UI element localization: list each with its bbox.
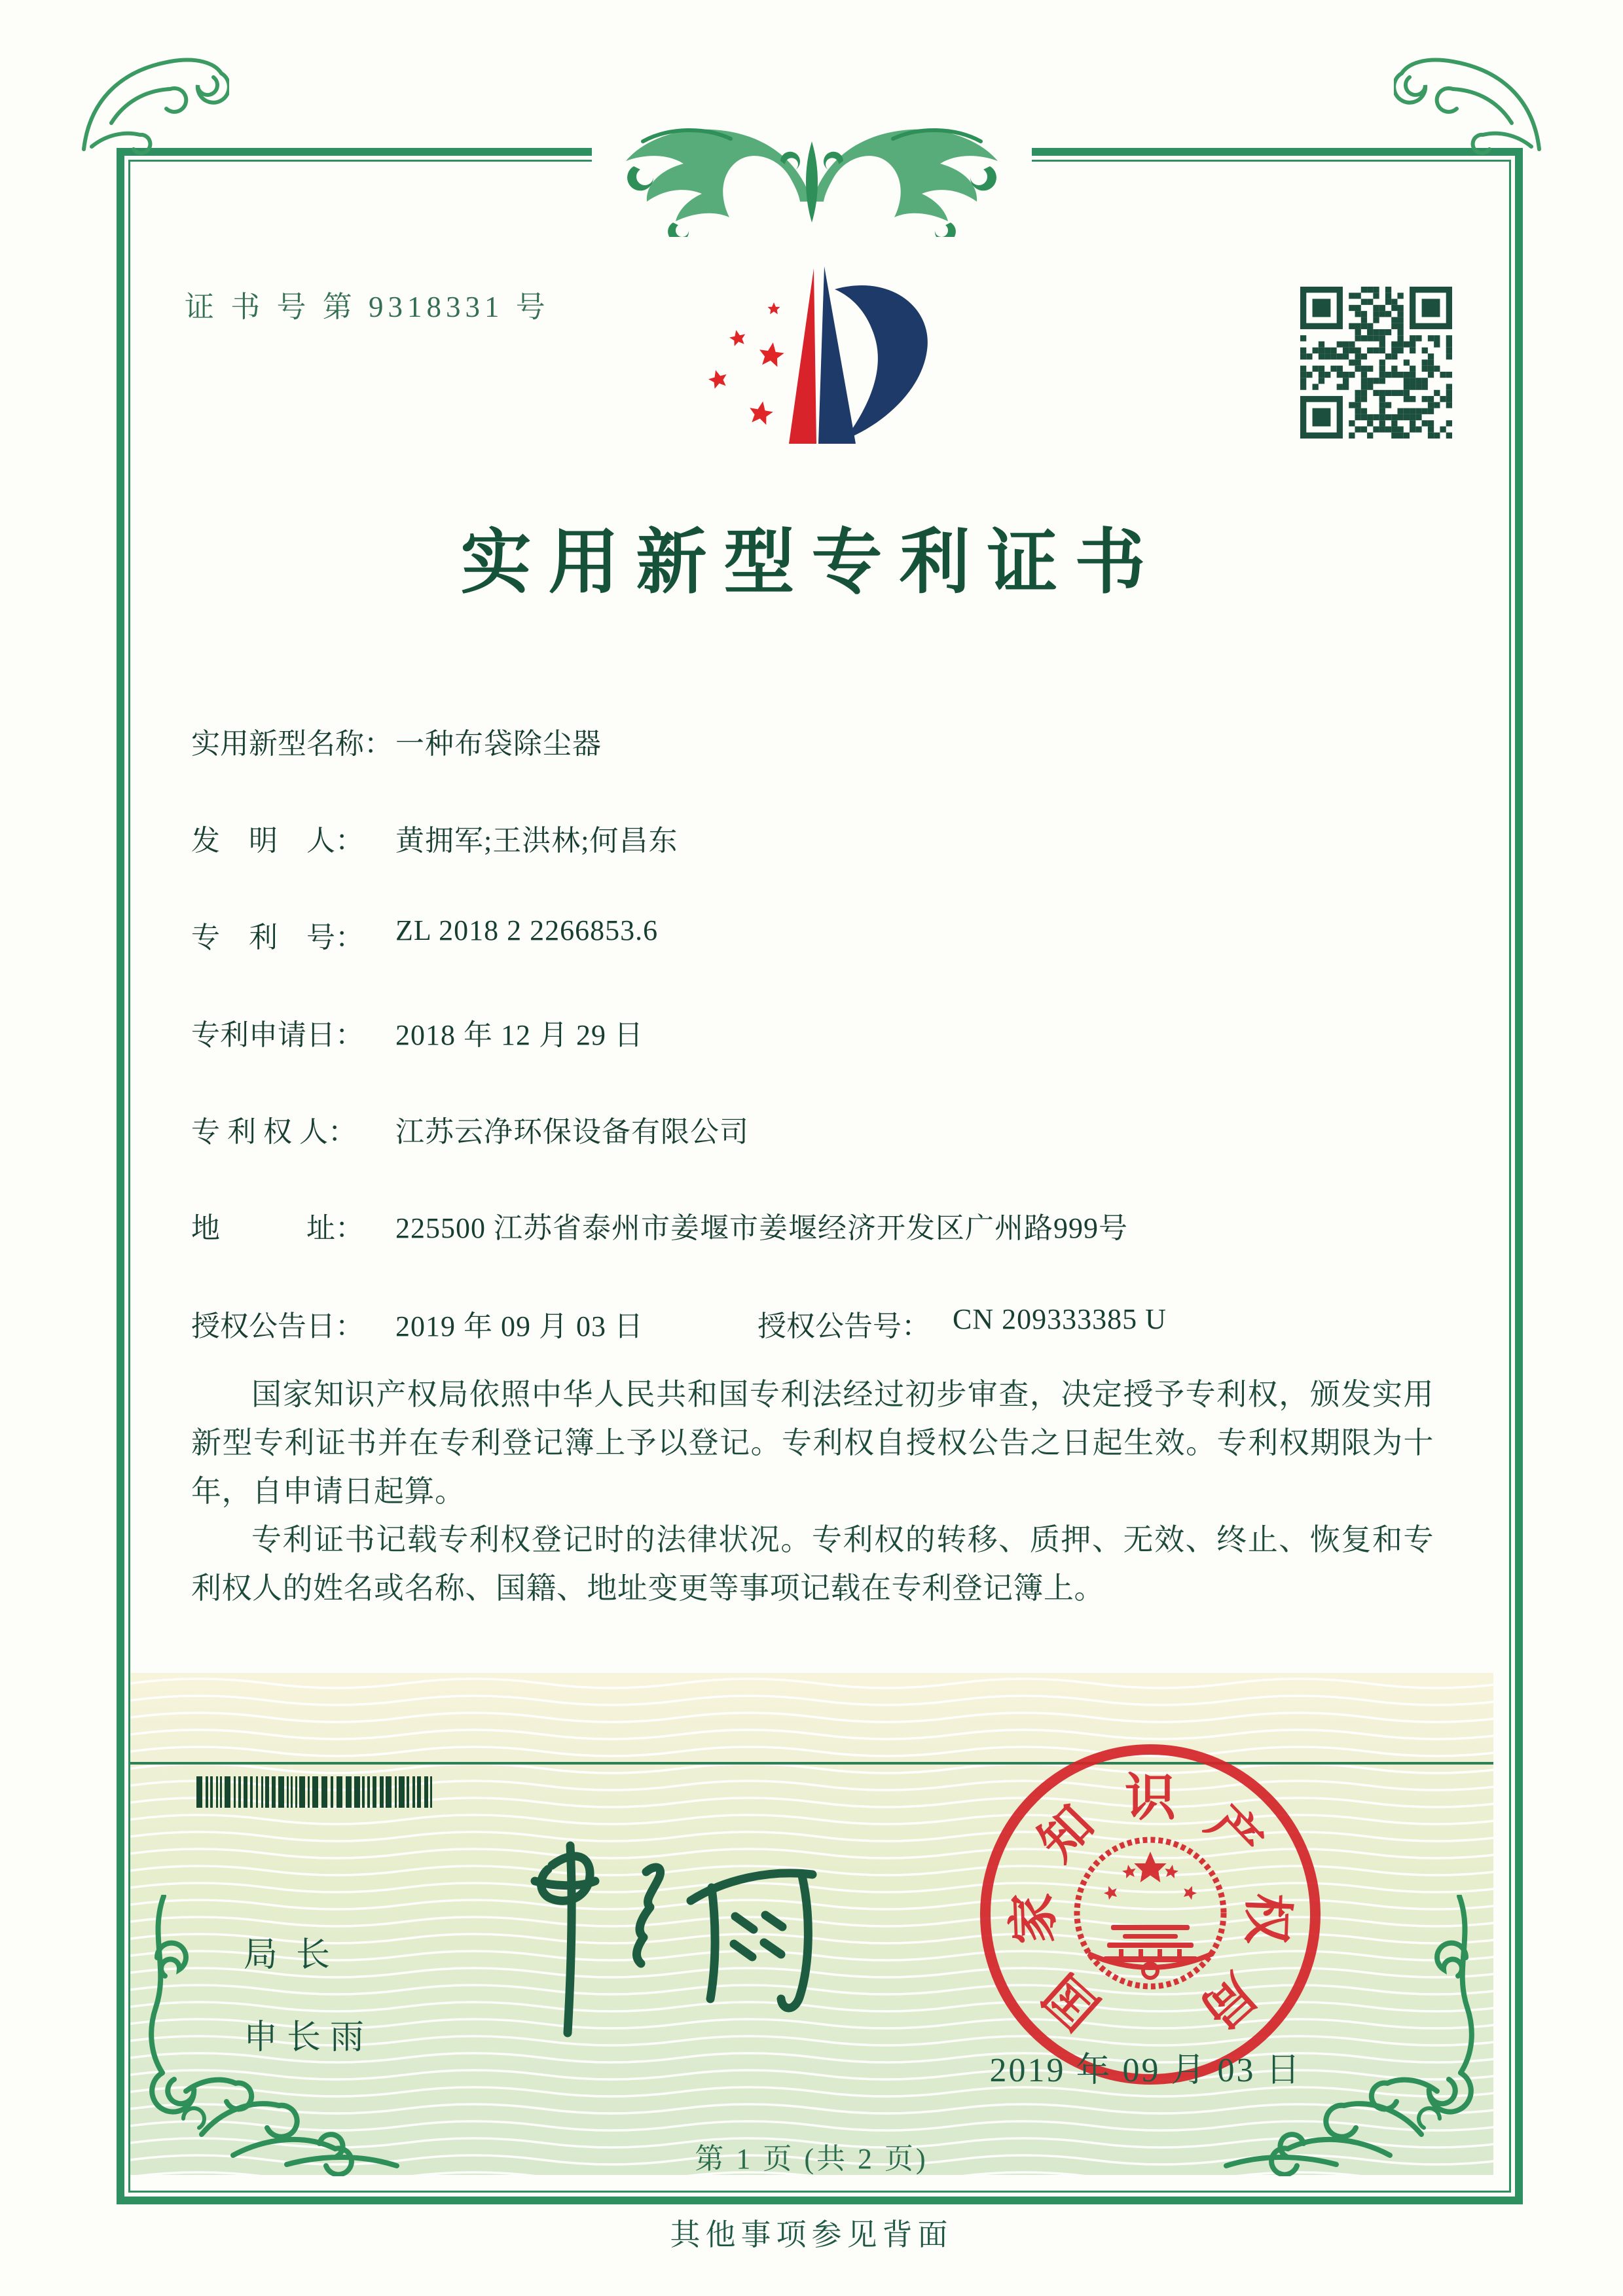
barcode xyxy=(196,1776,437,1808)
top-center-dragon-ornament xyxy=(550,98,1074,237)
field-row-patentee xyxy=(191,1108,1494,1149)
top-right-flourish-ornament xyxy=(1394,25,1551,156)
field-row-address xyxy=(191,1204,1494,1245)
svg-text:局: 局 xyxy=(1190,1963,1267,2040)
qr-code xyxy=(1300,287,1452,439)
field-label: 授权公告号： xyxy=(757,1310,930,1342)
field-row-grant xyxy=(191,1302,1494,1343)
officer-title: 局长 xyxy=(244,1937,349,1974)
field-label: 发 明 人： xyxy=(191,825,364,857)
field-row-name xyxy=(191,720,1494,761)
seal-text-arc xyxy=(1004,1769,1296,2039)
certificate-title: 实用新型专利证书 xyxy=(460,524,1163,602)
field-value: ZL 2018 2 2266853.6 xyxy=(395,914,659,946)
field-label: 专 利 号： xyxy=(191,922,364,954)
footer-note: 其他事项参见背面 xyxy=(670,2218,953,2251)
national-emblem xyxy=(1077,1840,1224,1986)
field-value: 江苏云净环保设备有限公司 xyxy=(395,1116,749,1148)
official-seal xyxy=(974,1738,1327,2091)
field-value: 2019 年 09 月 03 日 xyxy=(395,1310,644,1342)
svg-text:权: 权 xyxy=(1237,1892,1297,1945)
field-row-inventors xyxy=(191,817,1494,857)
field-label: 授权公告日： xyxy=(191,1310,364,1342)
legal-text-block xyxy=(191,1371,1434,1613)
officer-name: 申长雨 xyxy=(244,2019,374,2056)
svg-text:知: 知 xyxy=(1028,1795,1104,1872)
seal-date: 2019 年 09 月 03 日 xyxy=(989,2052,1302,2089)
field-row-patent-number xyxy=(191,914,1494,954)
field-label: 专利申请日： xyxy=(191,1019,364,1051)
field-row-filing-date xyxy=(191,1011,1494,1052)
field-label: 地 址： xyxy=(191,1212,364,1244)
field-value: 一种布袋除尘器 xyxy=(395,728,602,760)
field-value: CN 209333385 U xyxy=(953,1303,1167,1335)
svg-text:家: 家 xyxy=(1004,1892,1063,1945)
svg-text:国: 国 xyxy=(1034,1963,1110,2040)
legal-paragraph-1: 国家知识产权局依照中华人民共和国专利法经过初步审查，决定授予专利权，颁发实用新型专利证书并在专利登记簿上予以登记。专利权自授权公告之日起生效。专利权期限为十年，自申请日起算。 xyxy=(191,1378,1434,1508)
field-value: 2018 年 12 月 29 日 xyxy=(395,1019,644,1051)
certificate-number: 证 书 号 第 9318331 号 xyxy=(185,291,550,323)
cnipa-logo-icon xyxy=(707,262,936,452)
field-label: 专 利 权 人： xyxy=(191,1116,357,1148)
page-number: 第 1 页 (共 2 页) xyxy=(695,2143,928,2175)
director-signature xyxy=(475,1838,854,2054)
svg-text:识: 识 xyxy=(1124,1769,1176,1826)
field-value: 225500 江苏省泰州市姜堰市姜堰经济开发区广州路999号 xyxy=(395,1212,1128,1244)
field-value: 黄拥军;王洪林;何昌东 xyxy=(395,825,678,857)
top-left-flourish-ornament xyxy=(72,25,229,156)
field-label: 实用新型名称： xyxy=(191,728,393,760)
legal-paragraph-2: 专利证书记载专利权登记时的法律状况。专利权的转移、质押、无效、终止、恢复和专利权人的姓名或名称、国籍、地址变更等事项记载在专利登记簿上。 xyxy=(191,1523,1434,1605)
svg-text:产: 产 xyxy=(1196,1795,1273,1872)
